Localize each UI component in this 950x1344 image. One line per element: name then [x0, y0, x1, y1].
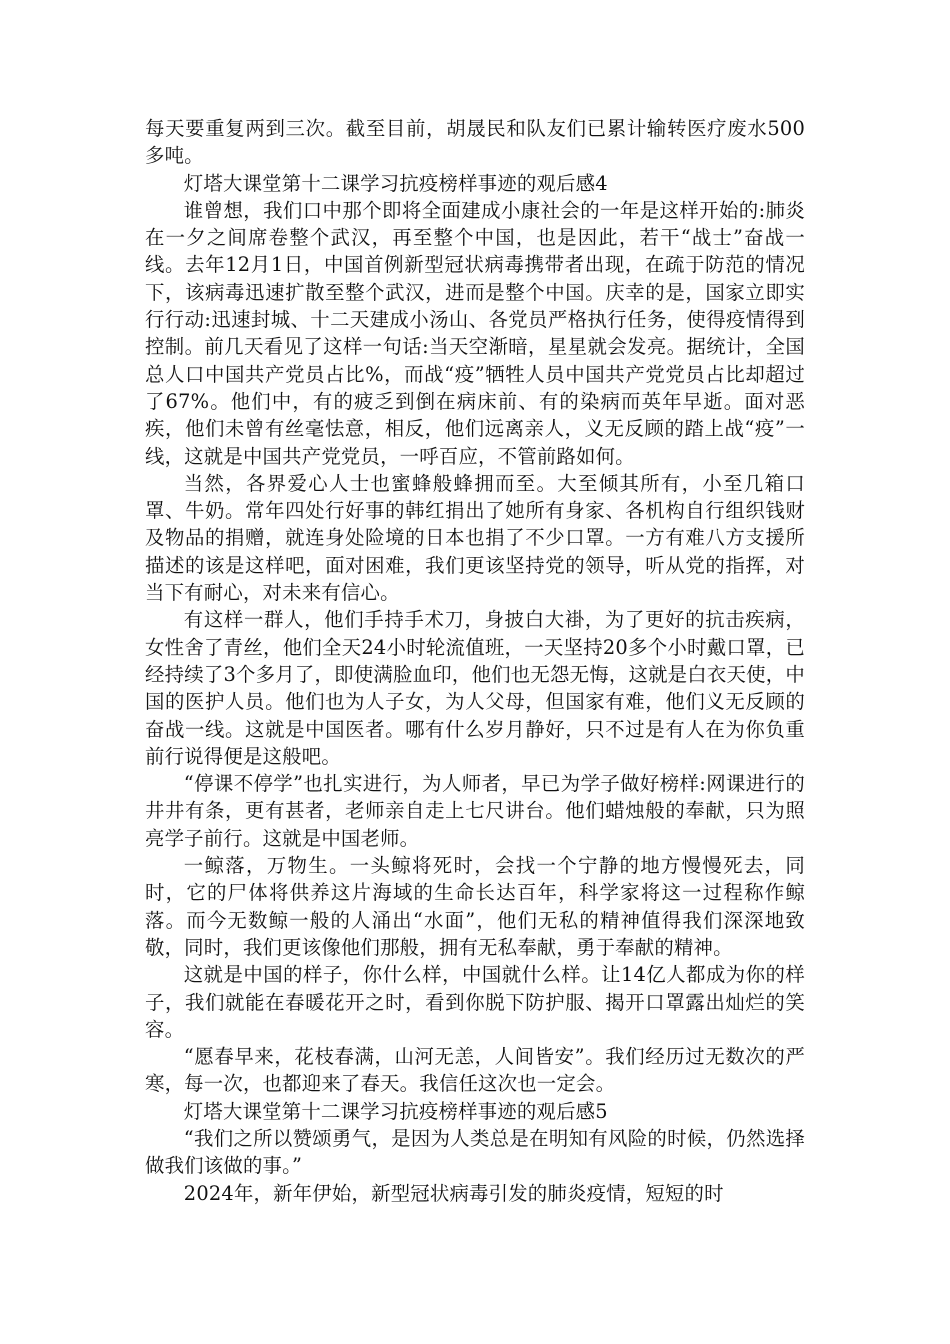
section-heading-4: 灯塔大课堂第十二课学习抗疫榜样事迹的观后感4 [183, 171, 608, 195]
paragraph-continuation: 每天要重复两到三次。截至目前，胡晟民和队友们已累计输转医疗废水500多吨。 [145, 117, 805, 168]
paragraph: 这就是中国的样子，你什么样，中国就什么样。让14亿人都成为你的样子，我们就能在春暖花开之时，看到你脱下防护服、揭开口罩露出灿烂的笑容。 [145, 963, 805, 1041]
paragraph: 2024年，新年伊始，新型冠状病毒引发的肺炎疫情，短短的时 [183, 1181, 724, 1205]
document-body [145, 115, 805, 1207]
quote-paragraph: “我们之所以赞颂勇气，是因为人类总是在明知有风险的时候，仍然选择做我们该做的事。” [145, 1126, 805, 1178]
paragraph: “愿春早来，花枝春满，山河无恙，人间皆安”。我们经历过无数次的严寒，每一次，也都迎来了春天。我信任这次也一定会。 [145, 1045, 805, 1096]
paragraph: 一鲸落，万物生。一头鲸将死时，会找一个宁静的地方慢慢死去，同时，它的尸体将供养这片海域的生命长达百年，科学家将这一过程称作鲸落。而今无数鲸一般的人涌出“水面”，他们无私的精神值得我们深深地致敬，同时，我们更该像他们那般，拥有无私奉献，勇于奉献的精神。 [145, 854, 805, 959]
paragraph: 谁曾想，我们口中那个即将全面建成小康社会的一年是这样开始的:肺炎在一夕之间席卷整个武汉，再至整个中国，也是因此，若干“战士”奋战一线。去年12月1日，中国首例新型冠状病毒携带者出现，在疏于防范的情况下，该病毒迅速扩散至整个武汉，进而是整个中国。庆幸的是，国家立即实行行动:迅速封城、十二天建成小汤山、各党员严格执行任务，使得疫情得到控制。前几天看见了这样一句话:当天空渐暗，星星就会发亮。据统计，全国总人口中国共产党员占比%，而战“疫”牺牲人员中国共产党党员占比却超过了67%。他们中，有的疲乏到倒在病床前、有的染病而英年早逝。面对恶疾，他们未曾有丝毫怯意，相反，他们远离亲人，义无反顾的踏上战“疫”一线，这就是中国共产党党员，一呼百应，不管前路如何。 [145, 198, 805, 468]
paragraph: 当然，各界爱心人士也蜜蜂般蜂拥而至。大至倾其所有，小至几箱口罩、牛奶。常年四处行好事的韩红捐出了她所有身家、各机构自行组织钱财及物品的捐赠，就连身处险境的日本也捐了不少口罩。一方有难八方支援所描述的该是这样吧，面对困难，我们更该坚持党的领导，听从党的指挥，对当下有耐心，对未来有信心。 [145, 471, 805, 605]
paragraph: “停课不停学”也扎实进行，为人师者，早已为学子做好榜样:网课进行的井井有条，更有甚者，老师亲自走上七尺讲台。他们蜡烛般的奉献，只为照亮学子前行。这就是中国老师。 [145, 772, 805, 850]
paragraph: 有这样一群人，他们手持手术刀，身披白大褂，为了更好的抗击疾病，女性舍了青丝，他们全天24小时轮流值班，一天坚持20多个小时戴口罩，已经持续了3个多月了，即使满脸血印，他们也无怨无悔，这就是白衣天使，中国的医护人员。他们也为人子女，为人父母，但国家有难，他们义无反顾的奋战一线。这就是中国医者。哪有什么岁月静好，只不过是有人在为你负重前行说得便是这般吧。 [145, 608, 805, 768]
section-heading-5: 灯塔大课堂第十二课学习抗疫榜样事迹的观后感5 [183, 1099, 608, 1123]
